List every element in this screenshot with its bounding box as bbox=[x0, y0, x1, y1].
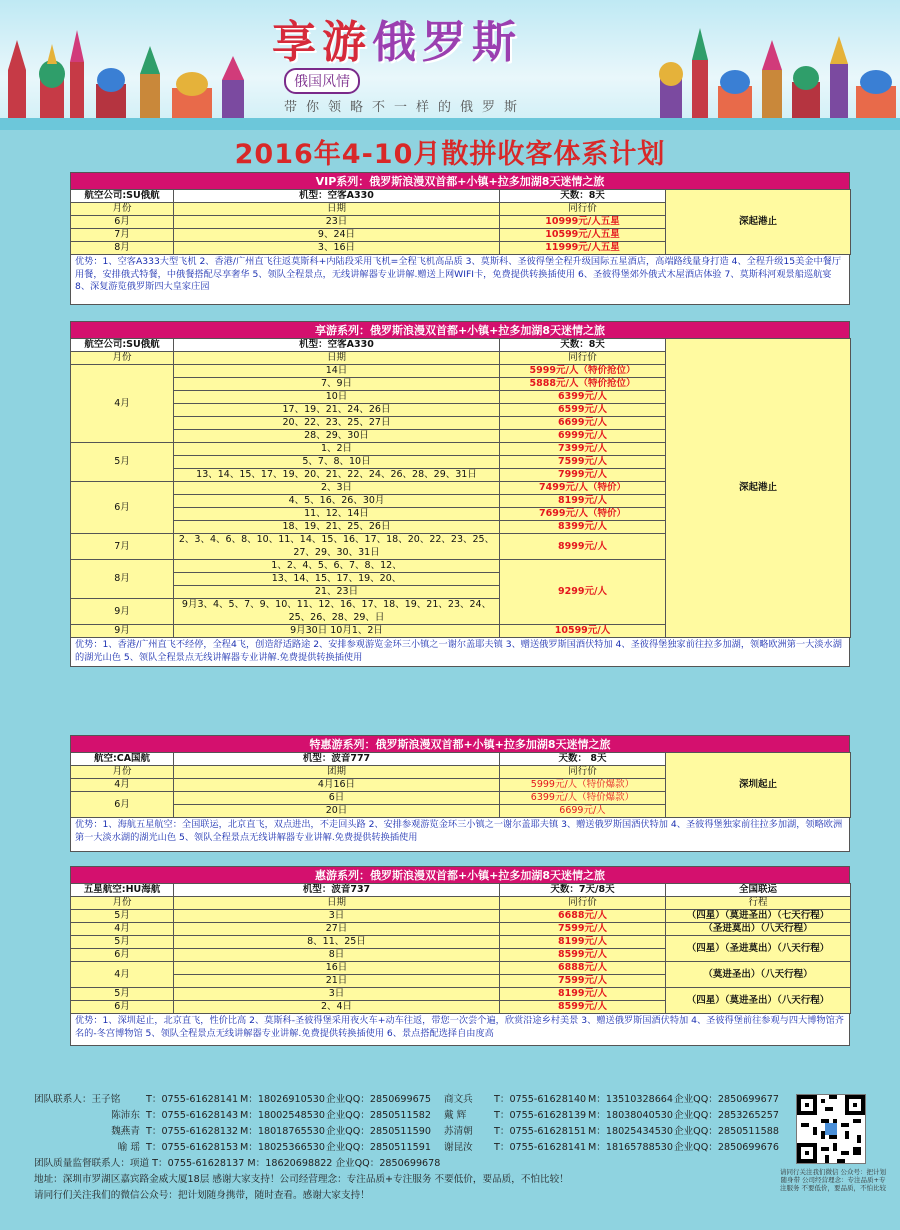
table-cell: 8、11、25日 bbox=[174, 936, 500, 949]
table-cell: 6399元/人 bbox=[500, 391, 666, 404]
table-cell: 9月 bbox=[71, 625, 174, 638]
table-cell: 5月 bbox=[71, 936, 174, 949]
huiyou-section bbox=[70, 866, 850, 1046]
contact-row: 陈沛东 T：0755-61628143 M：18002548530企业QQ：2850511582 戴 辉 T：0755-61628139 M：18038040530企业QQ：2853265257 bbox=[111, 1110, 779, 1121]
contact-row: 魏燕青 T：0755-61628132 M：18018765530企业QQ：2850511590 苏清朝 T：0755-61628151 M：18025434530企业QQ：2850511588 bbox=[111, 1126, 779, 1137]
table-cell: 8199元/人 bbox=[500, 988, 666, 1001]
table-cell: 6月 bbox=[71, 216, 174, 229]
table-cell: 7599元/人 bbox=[500, 923, 666, 936]
table-cell: 6399元/人（特价爆款） bbox=[500, 792, 666, 805]
table-cell: 10599元/人 bbox=[500, 625, 666, 638]
table-cell: 6699元/人 bbox=[500, 805, 666, 818]
tehui-section bbox=[70, 735, 850, 852]
contact-footer bbox=[34, 1092, 794, 1204]
table-cell: 5月 bbox=[71, 443, 174, 482]
table-cell: 7999元/人 bbox=[500, 469, 666, 482]
table-cell: 同行价 bbox=[500, 203, 666, 216]
table-cell: 五星航空:HU海航 bbox=[71, 884, 174, 897]
table-cell: 6月 bbox=[71, 949, 174, 962]
table-cell: 6688元/人 bbox=[500, 910, 666, 923]
table-cell: 6888元/人 bbox=[500, 962, 666, 975]
table-row bbox=[71, 753, 851, 766]
table-cell: 18、19、21、25、26日 bbox=[174, 521, 500, 534]
table-cell: 10999元/人五星 bbox=[500, 216, 666, 229]
table-cell: 7月 bbox=[71, 229, 174, 242]
table-cell: 2、4日 bbox=[174, 1001, 500, 1014]
table-cell: 21日 bbox=[174, 975, 500, 988]
table-cell: 月份 bbox=[71, 203, 174, 216]
table-cell: 9月3、4、5、7、9、10、11、12、16、17、18、19、21、23、24、25、26、28、29、日 bbox=[174, 599, 500, 625]
table-cell: 天数：8天 bbox=[500, 190, 666, 203]
table-cell: 28、29、30日 bbox=[174, 430, 500, 443]
table-cell: 1、2、4、5、6、7、8、12、 bbox=[174, 560, 500, 573]
table-cell: 6月 bbox=[71, 482, 174, 534]
table-row bbox=[71, 923, 851, 936]
table-cell: 同行价 bbox=[500, 766, 666, 779]
table-cell: 6月 bbox=[71, 792, 174, 818]
table-cell: 航空:CA国航 bbox=[71, 753, 174, 766]
brand-logo: 享游俄罗斯 bbox=[272, 17, 522, 68]
table-row bbox=[71, 962, 851, 975]
table-cell: 日期 bbox=[174, 897, 500, 910]
table-cell: 8月 bbox=[71, 560, 174, 599]
brand-slogan: 带你领略不一样的俄罗斯 bbox=[284, 100, 527, 115]
quality-contact: 团队质量监督联系人：项道 T：0755-61628137 M：18620698822 企业QQ：2850699678 bbox=[34, 1158, 441, 1169]
table-cell: 5999元/人（特价抢位） bbox=[500, 365, 666, 378]
table-cell: （四星）（圣进莫出）（八天行程） bbox=[666, 936, 851, 962]
table-cell: 团期 bbox=[174, 766, 500, 779]
table-cell: 11、12、14日 bbox=[174, 508, 500, 521]
table-cell: 4月 bbox=[71, 779, 174, 792]
table-cell: 20日 bbox=[174, 805, 500, 818]
table-cell: 8999元/人 bbox=[500, 534, 666, 560]
table-cell: 全国联运 bbox=[666, 884, 851, 897]
table-cell: 月份 bbox=[71, 766, 174, 779]
table-cell: 20、22、23、25、27日 bbox=[174, 417, 500, 430]
table-cell: 10599元/人五星 bbox=[500, 229, 666, 242]
huiyou-price-table bbox=[70, 883, 851, 1014]
table-cell: 5月 bbox=[71, 910, 174, 923]
table-cell: （莫进圣出）（八天行程） bbox=[666, 962, 851, 988]
advantages-text: 优势：1、空客A333大型飞机 2、香港/广州直飞往返莫斯科+内陆段采用飞机=全程飞机高品质 3、莫斯科、圣彼得堡全程升级国际五星酒店，高端路线量身打造 4、全程升级15美金中餐厅用餐，安排俄式特餐，中俄餐搭配尽享奢华 5、领队全程景点，无线讲解器专业讲解.赠送上网WIFI卡，免费提供转换插使用 6、圣彼得堡郊外俄式木屋酒店体验 7、莫斯科河观景船巡航宴 8、深复游览俄罗斯四大皇家庄园 bbox=[70, 255, 850, 305]
table-cell: 8599元/人 bbox=[500, 1001, 666, 1014]
table-cell: 航空公司:SU俄航 bbox=[71, 339, 174, 352]
table-cell: 4月 bbox=[71, 962, 174, 988]
table-cell: 8日 bbox=[174, 949, 500, 962]
table-cell: 航空公司:SU俄航 bbox=[71, 190, 174, 203]
table-cell: 11999元/人五星 bbox=[500, 242, 666, 255]
section-header: 惠游系列：俄罗斯浪漫双首都+小镇+拉多加湖8天迷情之旅 bbox=[70, 866, 850, 883]
port-label: 深起港止 bbox=[666, 339, 851, 638]
table-row bbox=[71, 910, 851, 923]
table-row bbox=[71, 884, 851, 897]
table-cell: 7599元/人 bbox=[500, 975, 666, 988]
xiangyou-price-table bbox=[70, 338, 851, 638]
qr-code-icon bbox=[796, 1094, 866, 1164]
table-cell: 27日 bbox=[174, 923, 500, 936]
section-header: VIP系列：俄罗斯浪漫双首都+小镇+拉多加湖8天迷情之旅 bbox=[70, 172, 850, 189]
table-cell: 7月 bbox=[71, 534, 174, 560]
port-label: 深圳起止 bbox=[666, 753, 851, 818]
table-cell: 2、3日 bbox=[174, 482, 500, 495]
table-cell: 天数： 8天 bbox=[500, 753, 666, 766]
table-cell: 4月16日 bbox=[174, 779, 500, 792]
table-row bbox=[71, 339, 851, 352]
section-header: 特惠游系列：俄罗斯浪漫双首都+小镇+拉多加湖8天迷情之旅 bbox=[70, 735, 850, 752]
vip-price-table bbox=[70, 189, 851, 255]
table-cell: 4月 bbox=[71, 923, 174, 936]
table-cell: 3、16日 bbox=[174, 242, 500, 255]
advantages-text: 优势：1、香港/广州直飞不经停，全程4飞，创造舒适路途 2、安排参观游览金环三小镇之一谢尔盖耶夫镇 3、赠送俄罗斯国酒伏特加 4、圣彼得堡独家前往拉多加湖，领略欧洲第一大淡水湖的湖光山色 5、领队全程景点无线讲解器专业讲解.免费提供转换插使用 bbox=[70, 638, 850, 667]
table-cell: 10日 bbox=[174, 391, 500, 404]
brand-tag: 俄国风情 bbox=[284, 68, 360, 94]
table-cell: 23日 bbox=[174, 216, 500, 229]
vip-section bbox=[70, 172, 850, 305]
table-cell: 9月 bbox=[71, 599, 174, 625]
table-cell: 6699元/人 bbox=[500, 417, 666, 430]
table-cell: 7399元/人 bbox=[500, 443, 666, 456]
table-cell: 13、14、15、17、19、20、21、22、24、26、28、29、31日 bbox=[174, 469, 500, 482]
advantages-text: 优势：1、深圳起止，北京直飞，性价比高 2、莫斯科-圣彼得堡采用夜火车+动车往返，带您一次尝个遍，欣赏沿途乡村美景 3、赠送俄罗斯国酒伏特加 4、圣彼得堡前往参观与四大博物馆齐名的-冬宫博物馆 5、领队全程景点无线讲解器专业讲解.免费提供转换插使用 6、景点搭配选择自由度高 bbox=[70, 1014, 850, 1046]
table-cell: 同行价 bbox=[500, 352, 666, 365]
table-cell: 2、3、4、6、8、10、11、14、15、16、17、18、20、22、23、25、27、29、30、31日 bbox=[174, 534, 500, 560]
table-cell: 8399元/人 bbox=[500, 521, 666, 534]
table-cell: 月份 bbox=[71, 897, 174, 910]
table-row bbox=[71, 190, 851, 203]
table-row bbox=[71, 988, 851, 1001]
table-cell: 月份 bbox=[71, 352, 174, 365]
table-cell: 机型：波音737 bbox=[174, 884, 500, 897]
table-cell: 行程 bbox=[666, 897, 851, 910]
section-header: 享游系列：俄罗斯浪漫双首都+小镇+拉多加湖8天迷情之旅 bbox=[70, 321, 850, 338]
table-cell: 天数：8天 bbox=[500, 339, 666, 352]
table-cell: 5、7、8、10日 bbox=[174, 456, 500, 469]
table-cell: （四星）（莫进圣出）（八天行程） bbox=[666, 988, 851, 1014]
header-banner bbox=[0, 0, 900, 130]
table-cell: 8199元/人 bbox=[500, 495, 666, 508]
table-cell: 7、9日 bbox=[174, 378, 500, 391]
table-row bbox=[71, 936, 851, 949]
table-cell: 7499元/人（特价） bbox=[500, 482, 666, 495]
table-cell: 日期 bbox=[174, 352, 500, 365]
table-cell: 16日 bbox=[174, 962, 500, 975]
table-cell: （圣进莫出）（八天行程） bbox=[666, 923, 851, 936]
table-cell: 7599元/人 bbox=[500, 456, 666, 469]
table-cell: 8199元/人 bbox=[500, 936, 666, 949]
table-cell: 9299元/人 bbox=[500, 560, 666, 625]
table-cell: 9月30日 10月1、2日 bbox=[174, 625, 500, 638]
table-cell: 17、19、21、24、26日 bbox=[174, 404, 500, 417]
table-cell: 日期 bbox=[174, 203, 500, 216]
contact-row: 喻 瑶 T：0755-61628153 M：18025366530企业QQ：2850511591 谢昆汝 T：0755-61628141 M：18165788530企业QQ：2850699676 bbox=[117, 1142, 779, 1153]
address-line: 地址：深圳市罗湖区嘉宾路金威大厦18层 感谢大家支持！公司经营理念：专注品质+专注服务 不要低价，要品质，不怕比较！ bbox=[34, 1174, 569, 1185]
table-cell: 9、24日 bbox=[174, 229, 500, 242]
table-cell: 3日 bbox=[174, 910, 500, 923]
table-cell: 8月 bbox=[71, 242, 174, 255]
table-cell: 3日 bbox=[174, 988, 500, 1001]
table-cell: 天数：7天/8天 bbox=[500, 884, 666, 897]
port-label: 深起港止 bbox=[666, 190, 851, 255]
table-cell: 1、2日 bbox=[174, 443, 500, 456]
table-cell: 6月 bbox=[71, 1001, 174, 1014]
table-cell: 5999元/人（特价爆款） bbox=[500, 779, 666, 792]
table-cell: 机型：空客A330 bbox=[174, 190, 500, 203]
table-cell: 13、14、15、17、19、20、 bbox=[174, 573, 500, 586]
table-cell: 6日 bbox=[174, 792, 500, 805]
wechat-line: 请同行们关注我们的微信公众号：把计划随身携带，随时查看。感谢大家支持！ bbox=[34, 1190, 370, 1201]
table-cell: 机型：空客A330 bbox=[174, 339, 500, 352]
table-cell: 同行价 bbox=[500, 897, 666, 910]
table-cell: 4月 bbox=[71, 365, 174, 443]
page-title: 2016年4-10月散拼收客体系计划 bbox=[234, 139, 666, 170]
table-cell: 6999元/人 bbox=[500, 430, 666, 443]
advantages-text: 优势：1、海航五星航空：全国联运，北京直飞，双点进出，不走回头路 2、安排参观游览金环三小镇之一谢尔盖耶夫镇 3、赠送俄罗斯国酒伏特加 4、圣彼得堡独家前往拉多加湖，领略欧洲第一大淡水湖的湖光山色 5、领队全程景点无线讲解器专业讲解.免费提供转换插使用 bbox=[70, 818, 850, 852]
table-row bbox=[71, 897, 851, 910]
contact-row: 团队联系人：王子铭 T：0755-61628141 M：18026910530企业QQ：2850699675 商文兵 T：0755-61628140 M：13510328664企业QQ：2850699677 bbox=[34, 1094, 779, 1105]
table-cell: 4、5、16、26、30月 bbox=[174, 495, 500, 508]
tehui-price-table bbox=[70, 752, 851, 818]
table-cell: 5888元/人（特价抢位） bbox=[500, 378, 666, 391]
xiangyou-section bbox=[70, 321, 850, 667]
table-cell: 7699元/人（特价） bbox=[500, 508, 666, 521]
table-cell: 机型：波音777 bbox=[174, 753, 500, 766]
qr-caption: 请同行关注我们微信 公众号：把计划随身带 公司经营理念：专注品质+专注服务 不要低价，要品质，不怕比较 bbox=[779, 1168, 887, 1192]
table-cell: 5月 bbox=[71, 988, 174, 1001]
table-cell: 8599元/人 bbox=[500, 949, 666, 962]
table-cell: 14日 bbox=[174, 365, 500, 378]
table-cell: 6599元/人 bbox=[500, 404, 666, 417]
table-cell: 21、23日 bbox=[174, 586, 500, 599]
table-cell: （四星）（莫进圣出）（七天行程） bbox=[666, 910, 851, 923]
